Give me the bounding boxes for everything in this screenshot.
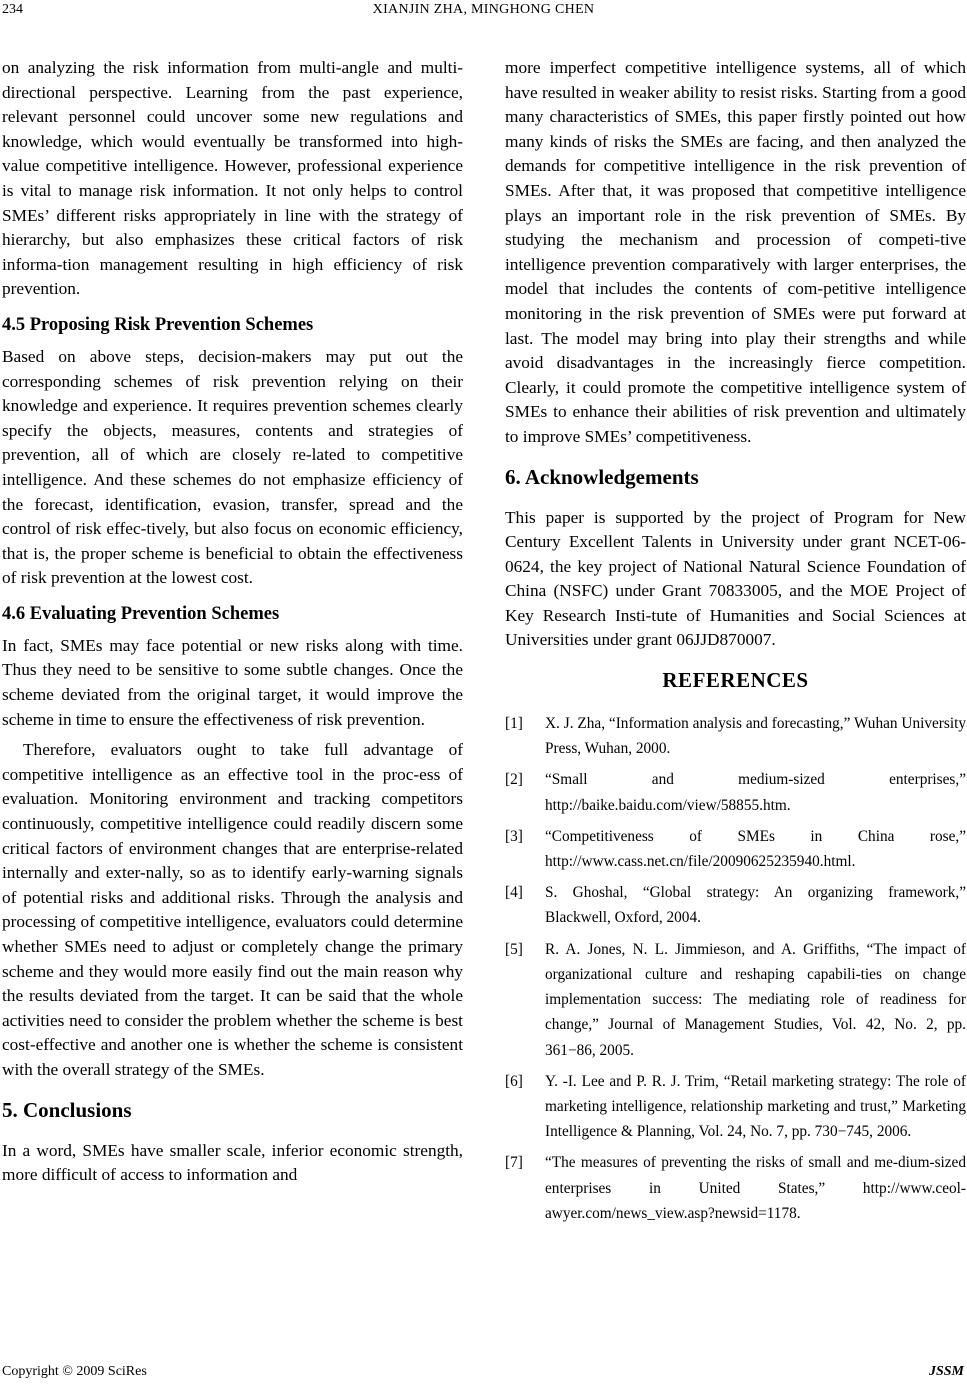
section-5-paragraph-start: In a word, SMEs have smaller scale, inferior economic strength, more difficult of access to information and bbox=[2, 1140, 463, 1185]
page-number: 234 bbox=[2, 2, 23, 17]
intro-paragraph: on analyzing the risk information from multi-angle and multi-directional perspective. Learning from the past experience, relevant personnel could uncover some new regulations and knowledge, which would eventually be transformed into high-value competitive intelligence. However, professional experience is vital to manage risk information. It not only helps to control SMEs’ different risks appropriately in line with the strategy of hierarchy, but also emphasizes these critical factors of risk informa-tion management resulting in high efficiency of risk prevention. bbox=[2, 58, 463, 299]
reference-number: [5] bbox=[505, 940, 523, 958]
section-4-6-heading: 4.6 Evaluating Prevention Schemes bbox=[2, 603, 280, 624]
references-heading: REFERENCES bbox=[662, 668, 809, 693]
reference-text: S. Ghoshal, “Global strategy: An organizing framework,” Blackwell, Oxford, 2004. bbox=[545, 884, 966, 927]
reference-item bbox=[505, 937, 966, 1063]
reference-number: [2] bbox=[505, 771, 523, 789]
journal-abbreviation: JSSM bbox=[928, 1364, 964, 1379]
reference-item bbox=[505, 711, 966, 761]
reference-text: “Small and medium-sized enterprises,” http://baike.baidu.com/view/58855.htm. bbox=[545, 771, 966, 814]
section-5-heading: 5. Conclusions bbox=[2, 1097, 132, 1122]
page-footer bbox=[2, 1364, 964, 1384]
reference-item bbox=[505, 767, 966, 817]
left-column bbox=[2, 56, 463, 1188]
conclusions-paragraph-continued: more imperfect competitive intelligence systems, all of which have resulted in weaker ability to resist risks. Starting from a good many characteristics of SMEs, this paper firstly pointed out how many kinds of risks the SMEs are facing, and then analyzed the demands for competitive intelligence in the risk prevention of SMEs. After that, it was proposed that competitive intelligence plays an important role in the risk prevention of SMEs. By studying the mechanism and procession of competi-tive intelligence prevention comparatively with larger enterprises, the model that includes the contents of com-petitive intelligence monitoring in the risk prevention of SMEs were put forward at last. The model may bring into play their strengths and while avoid disadvantages in the increasingly fierce competition. Clearly, it could promote the competitive intelligence system of SMEs to enhance their abilities of risk prevention and ultimately to improve SMEs’ competitiveness. bbox=[505, 58, 966, 446]
acknowledgements-paragraph: This paper is supported by the project of Program for New Century Excellent Talents in University under grant NCET-06-0624, the key project of National Natural Science Foundation of China (NSFC) under Grant 70833005, and the MOE Project of Key Research Insti-tute of Humanities and Social Sciences at Universities under grant 06JJD870007. bbox=[505, 507, 966, 650]
section-4-6-paragraph-1: In fact, SMEs may face potential or new risks along with time. Thus they need to be sensitive to some subtle changes. Once the scheme deviated from the original target, it would improve the scheme in time to ensure the effectiveness of risk prevention. bbox=[2, 635, 463, 729]
section-4-5-paragraph: Based on above steps, decision-makers may put out the corresponding schemes of risk prevention relying on their knowledge and experience. It requires prevention schemes clearly specify the objects, measures, contents and strategies of prevention, all of which are closely re-lated to competitive intelligence. And these schemes do not emphasize efficiency of the forecast, identification, evasion, transfer, spread and the control of risk effec-tively, but also focus on economic efficiency, that is, the proper scheme is beneficial to obtain the effectiveness of risk prevention at the lowest cost. bbox=[2, 346, 463, 588]
reference-number: [4] bbox=[505, 884, 523, 902]
reference-item bbox=[505, 824, 966, 874]
copyright-notice: Copyright © 2009 SciRes bbox=[2, 1364, 147, 1379]
reference-list bbox=[505, 711, 966, 1226]
reference-item bbox=[505, 1150, 966, 1226]
reference-text: Y. -I. Lee and P. R. J. Trim, “Retail marketing strategy: The role of marketing intelligence, relationship marketing and trust,” Marketing Intelligence & Planning, Vol. 24, No. 7, pp. 730−745, 2006. bbox=[545, 1072, 966, 1141]
section-6-heading: 6. Acknowledgements bbox=[505, 464, 699, 489]
reference-number: [6] bbox=[505, 1072, 523, 1090]
reference-text: “The measures of preventing the risks of small and me-dium-sized enterprises in United States,” http://www.ceol-awyer.com/news_view.asp?newsid=1178. bbox=[545, 1154, 966, 1222]
reference-number: [1] bbox=[505, 715, 523, 733]
reference-number: [3] bbox=[505, 827, 523, 845]
running-head-authors: XIANJIN ZHA, MINGHONG CHEN bbox=[372, 2, 595, 17]
section-4-6-paragraph-2: Therefore, evaluators ought to take full advantage of competitive intelligence as an effective tool in the proc-ess of evaluation. Monitoring environment and tracking competitors continuously, competitive intelligence could readily discern some critical factors of environment changes that are enterprise-related internally and exter-nally, so as to identify early-warning signals of potential risks and additional risks. Through the analysis and processing of competitive intelligence, evaluators could determine whether SMEs need to adjust or completely change the primary scheme and they would more easily find out the main reason why the results deviated from the target. It can be said that the whole activities need to consider the problem whether the scheme is best cost-effective and another one is whether the scheme is consistent with the overall strategy of the SMEs. bbox=[2, 740, 463, 1079]
section-4-5-heading: 4.5 Proposing Risk Prevention Schemes bbox=[2, 314, 314, 335]
reference-text: R. A. Jones, N. L. Jimmieson, and A. Griffiths, “The impact of organizational culture and reshaping capabili-ties on change implementation success: The mediating role of readiness for change,” Journal of Management Studies, Vol. 42, No. 2, pp. 361−86, 2005. bbox=[545, 940, 966, 1059]
reference-text: X. J. Zha, “Information analysis and forecasting,” Wuhan University Press, Wuhan, 2000. bbox=[545, 715, 966, 758]
reference-number: [7] bbox=[505, 1154, 523, 1172]
reference-item bbox=[505, 880, 966, 930]
reference-item bbox=[505, 1069, 966, 1145]
page-header bbox=[0, 2, 967, 24]
right-column bbox=[505, 56, 966, 1232]
reference-text: “Competitiveness of SMEs in China rose,” http://www.cass.net.cn/file/20090625235940.html. bbox=[545, 827, 966, 871]
